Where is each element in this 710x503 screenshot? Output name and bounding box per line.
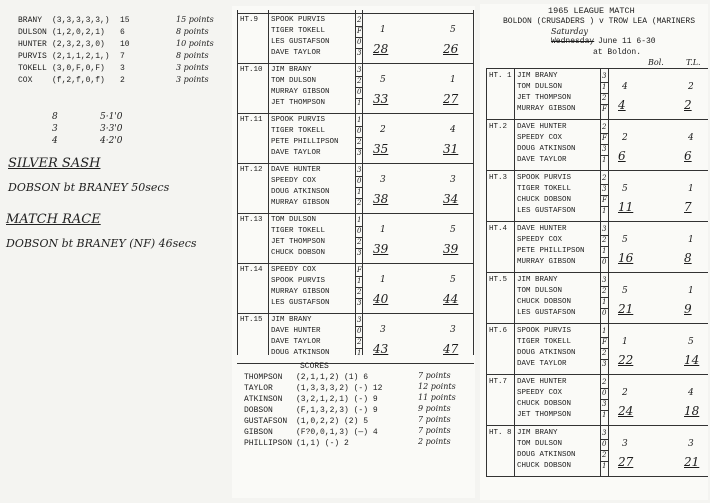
right-rider-position: 1 [602, 156, 607, 164]
right-rider-position: 3 [602, 145, 607, 153]
mid-rider-name: SPOOK PURVIS [271, 116, 326, 124]
mid-running-total-home: 38 [373, 192, 389, 206]
right-running-total-away: 7 [684, 200, 692, 214]
right-running-total-away: 8 [684, 251, 692, 265]
mid-running-total-home: 33 [373, 92, 389, 106]
mid-rider-name: LES GUSTAFSON [271, 38, 330, 46]
right-rider-name: SPOOK PURVIS [517, 327, 572, 335]
right-heat-points-home: 2 [622, 133, 628, 143]
mid-rider-name: JIM BRANY [271, 66, 312, 74]
right-rider-name: JET THOMPSON [517, 94, 572, 102]
summary-rider: BRANY [18, 16, 43, 25]
right-heat-top-rule [486, 425, 708, 426]
mid-rider-name: DOUG ATKINSON [271, 188, 330, 196]
right-heat-label: HT.7 [489, 378, 508, 386]
right-rider-position: 2 [602, 94, 607, 102]
right-rider-position: 2 [602, 378, 607, 386]
score-rider: GIBSON [244, 428, 273, 437]
mid-heat-label: HT.15 [240, 316, 263, 324]
mid-rider-position: 3 [357, 166, 362, 174]
right-heat-label: HT.6 [489, 327, 508, 335]
mid-running-total-away: 27 [443, 92, 459, 106]
right-rider-name: LES GUSTAFSON [517, 207, 576, 215]
mid-rider-position: 2 [357, 138, 362, 146]
right-rider-position: 0 [602, 389, 607, 397]
right-rider-name: TIGER TOKELL [517, 185, 572, 193]
col-home-header: Bol. [648, 58, 664, 67]
right-running-total-home: 6 [618, 149, 626, 163]
summary-total: 6 [120, 28, 125, 37]
mid-col-rule [268, 10, 269, 355]
mid-col-rule [362, 10, 363, 355]
summary-scores: (1,2,0,2,1) [52, 28, 105, 37]
summary-total: 15 [120, 16, 130, 25]
mid-rider-name: DAVE HUNTER [271, 166, 321, 174]
scores-title: SCORES [300, 362, 329, 371]
mid-rider-position: 3 [357, 149, 362, 157]
right-rider-name: SPEEDY COX [517, 134, 563, 142]
mid-rider-position: 3 [357, 299, 362, 307]
match-title: 1965 LEAGUE MATCH [548, 6, 635, 16]
silver-sash-title: SILVER SASH [8, 156, 101, 171]
mid-rider-position: 3 [357, 66, 362, 74]
right-heat-label: HT. 1 [489, 72, 512, 80]
right-rider-name: MURRAY GIBSON [517, 258, 576, 266]
right-heat-label: HT.2 [489, 123, 508, 131]
right-rider-name: TOM DULSON [517, 83, 563, 91]
mid-heat-points-home: 5 [380, 75, 386, 85]
right-rider-name: SPEEDY COX [517, 389, 563, 397]
right-heat-top-rule [486, 323, 708, 324]
summary-scores: (2,1,1,2,1,) [52, 52, 110, 61]
right-heat-points-away: 4 [688, 388, 694, 398]
mid-rider-position: 3 [357, 249, 362, 257]
mid-rider-name: MURRAY GIBSON [271, 88, 330, 96]
mid-rider-name: LES GUSTAFSON [271, 299, 330, 307]
right-rider-name: JIM BRANY [517, 276, 558, 284]
right-rider-name: PETE PHILLIPSON [517, 247, 585, 255]
mid-rider-name: SPEEDY COX [271, 266, 317, 274]
right-running-total-home: 24 [618, 404, 634, 418]
right-rider-position: 3 [602, 360, 607, 368]
right-rider-position: F [602, 338, 607, 346]
mid-running-total-away: 26 [443, 42, 459, 56]
mid-rider-name: JET THOMPSON [271, 99, 326, 107]
mid-rider-name: MURRAY GIBSON [271, 199, 330, 207]
right-rider-name: JIM BRANY [517, 429, 558, 437]
right-rider-name: CHUCK DOBSON [517, 462, 572, 470]
right-running-total-away: 14 [684, 353, 700, 367]
mid-heat-top-rule [237, 113, 474, 114]
right-rider-position: 3 [602, 72, 607, 80]
right-rider-name: DOUG ATKINSON [517, 451, 576, 459]
mid-rider-position: 1 [357, 216, 362, 224]
score-rider: THOMPSON [244, 373, 283, 382]
right-rider-position: 3 [602, 225, 607, 233]
right-running-total-home: 27 [618, 455, 634, 469]
right-rider-position: 3 [602, 400, 607, 408]
right-heat-label: HT.3 [489, 174, 508, 182]
mid-heat-label: HT.10 [240, 66, 263, 74]
mid-rider-position: 3 [357, 49, 362, 57]
score-detail: (3,2,1,2,1) (-) 9 [296, 395, 378, 404]
mid-rider-position: 3 [357, 316, 362, 324]
right-rider-position: 1 [602, 462, 607, 470]
right-heat-top-rule [486, 374, 708, 375]
right-rider-name: DOUG ATKINSON [517, 349, 576, 357]
right-heat-points-away: 1 [688, 235, 694, 245]
mid-rider-name: PETE PHILLIPSON [271, 138, 339, 146]
score-rider: GUSTAFSON [244, 417, 288, 426]
summary-note: 3 points [176, 75, 209, 84]
right-running-total-away: 2 [684, 98, 692, 112]
summary-scores: (f,2,f,0,f) [52, 76, 105, 85]
mid-heat-label: HT.9 [240, 16, 259, 24]
score-note: 9 points [418, 404, 451, 413]
right-heat-points-home: 2 [622, 388, 628, 398]
right-running-total-home: 21 [618, 302, 634, 316]
right-rider-name: MURRAY GIBSON [517, 105, 576, 113]
summary-scores: (3,3,3,3,3,) [52, 16, 110, 25]
summary-scores: (2,3,2,3,0) [52, 40, 105, 49]
right-rider-position: 3 [602, 276, 607, 284]
match-race-result: DOBSON bt BRANEY (NF) 46secs [6, 237, 197, 250]
mid-heat-top-rule [237, 13, 474, 14]
score-note: 11 points [418, 393, 456, 402]
right-rider-position: 1 [602, 411, 607, 419]
right-heat-top-rule [486, 68, 708, 69]
mid-col-rule [355, 10, 356, 355]
score-detail: (F,1,3,2,3) (-) 9 [296, 406, 378, 415]
right-rider-name: JET THOMPSON [517, 411, 572, 419]
mid-heat-points-away: 1 [450, 75, 456, 85]
right-rider-position: 1 [602, 247, 607, 255]
mid-heat-points-away: 3 [450, 325, 456, 335]
score-rider: ATKINSON [244, 395, 283, 404]
right-rider-position: 2 [602, 236, 607, 244]
right-bottom-rule [486, 476, 708, 477]
right-heat-points-away: 3 [688, 439, 694, 449]
summary-total: 7 [120, 52, 125, 61]
right-rider-name: CHUCK DOBSON [517, 196, 572, 204]
score-detail: (1,1) (-) 2 [296, 439, 349, 448]
right-heat-top-rule [486, 119, 708, 120]
mid-running-total-home: 35 [373, 142, 389, 156]
right-heat-points-away: 5 [688, 337, 694, 347]
mid-rider-name: SPOOK PURVIS [271, 16, 326, 24]
score-note: 2 points [418, 437, 451, 446]
venue: at Boldon. [593, 48, 642, 57]
mid-heat-points-away: 5 [450, 275, 456, 285]
mid-rider-position: 0 [357, 127, 362, 135]
score-rider: DOBSON [244, 406, 273, 415]
summary-rider: HUNTER [18, 40, 47, 49]
mid-running-total-home: 43 [373, 342, 389, 356]
right-heat-points-away: 1 [688, 184, 694, 194]
date-struck: Wednesday [551, 37, 595, 46]
mid-right-edge [473, 10, 474, 355]
right-rider-name: SPEEDY COX [517, 236, 563, 244]
right-heat-label: HT.4 [489, 225, 508, 233]
right-running-total-home: 16 [618, 251, 634, 265]
mid-heat-label: HT.12 [240, 166, 263, 174]
right-rider-name: DAVE TAYLOR [517, 360, 567, 368]
mid-rider-name: TOM DULSON [271, 216, 317, 224]
right-running-total-away: 9 [684, 302, 692, 316]
mid-heat-top-rule [237, 213, 474, 214]
mid-running-total-away: 47 [443, 342, 459, 356]
mid-rider-name: CHUCK DOBSON [271, 249, 326, 257]
mid-rider-name: TIGER TOKELL [271, 127, 326, 135]
mid-running-total-home: 28 [373, 42, 389, 56]
right-rider-name: SPOOK PURVIS [517, 174, 572, 182]
right-running-total-away: 18 [684, 404, 700, 418]
mid-rider-name: TIGER TOKELL [271, 27, 326, 35]
mid-heat-points-home: 3 [380, 175, 386, 185]
match-race-title: MATCH RACE [6, 212, 101, 227]
mid-rider-position: 2 [357, 338, 362, 346]
calc-right: 4·2'0 [100, 136, 123, 146]
right-rider-position: 1 [602, 207, 607, 215]
right-rider-name: TIGER TOKELL [517, 338, 572, 346]
right-rider-position: 2 [602, 287, 607, 295]
mid-rider-position: 2 [357, 288, 362, 296]
right-heat-points-away: 1 [688, 286, 694, 296]
date-inserted: Saturday [551, 27, 588, 36]
right-rider-position: 2 [602, 451, 607, 459]
summary-rider: COX [18, 76, 33, 85]
score-detail: (1,3,3,3,2) (-) 12 [296, 384, 383, 393]
right-running-total-away: 6 [684, 149, 692, 163]
right-rider-name: DAVE TAYLOR [517, 156, 567, 164]
mid-rider-name: DAVE TAYLOR [271, 149, 321, 157]
mid-heat-points-home: 1 [380, 225, 386, 235]
score-rider: PHILLIPSON [244, 439, 293, 448]
right-running-total-home: 22 [618, 353, 634, 367]
col-away-header: T.L. [686, 58, 701, 67]
mid-heat-points-home: 2 [380, 125, 386, 135]
right-rider-name: TOM DULSON [517, 287, 563, 295]
mid-heat-points-away: 4 [450, 125, 456, 135]
mid-heat-top-rule [237, 63, 474, 64]
right-heat-points-away: 2 [688, 82, 694, 92]
mid-rider-name: DAVE HUNTER [271, 327, 321, 335]
summary-rider: TOKELL [18, 64, 47, 73]
score-detail: (1,0,2,2) (2) 5 [296, 417, 369, 426]
right-heat-points-home: 3 [622, 439, 628, 449]
mid-rider-name: DAVE TAYLOR [271, 49, 321, 57]
right-heat-points-home: 5 [622, 286, 628, 296]
right-rider-position: F [602, 105, 607, 113]
mid-heat-top-rule [237, 313, 474, 314]
right-heat-top-rule [486, 170, 708, 171]
right-running-total-home: 4 [618, 98, 626, 112]
summary-scores: (3,0,F,0,F) [52, 64, 105, 73]
right-heat-label: HT. 8 [489, 429, 512, 437]
calc-left: 3 [52, 124, 58, 134]
mid-rider-position: 0 [357, 177, 362, 185]
right-heat-points-home: 4 [622, 82, 628, 92]
mid-rider-position: 2 [357, 199, 362, 207]
score-note: 7 points [418, 371, 451, 380]
mid-rider-position: 1 [357, 188, 362, 196]
summary-note: 3 points [176, 63, 209, 72]
mid-bottom-rule [237, 363, 474, 364]
summary-total: 3 [120, 64, 125, 73]
summary-total: 10 [120, 40, 130, 49]
right-rider-position: F [602, 134, 607, 142]
calc-left: 8 [52, 112, 58, 122]
summary-total: 2 [120, 76, 125, 85]
right-rider-position: 0 [602, 258, 607, 266]
right-rider-name: DAVE HUNTER [517, 378, 567, 386]
calc-right: 3·3'0 [100, 124, 123, 134]
score-detail: (F?0,0,1,3) (—) 4 [296, 428, 378, 437]
mid-heat-points-away: 3 [450, 175, 456, 185]
right-heat-points-home: 5 [622, 184, 628, 194]
right-rider-position: 3 [602, 429, 607, 437]
date-rest: June 11 6-30 [598, 37, 656, 46]
right-rider-position: 0 [602, 309, 607, 317]
mid-rider-name: SPOOK PURVIS [271, 277, 326, 285]
right-heat-points-home: 1 [622, 337, 628, 347]
score-detail: (2,1,1,2) (1) 6 [296, 373, 369, 382]
mid-rider-name: MURRAY GIBSON [271, 288, 330, 296]
right-rider-name: DAVE HUNTER [517, 225, 567, 233]
right-running-total-away: 21 [684, 455, 700, 469]
mid-left-edge [237, 10, 238, 355]
right-heat-points-home: 5 [622, 235, 628, 245]
right-running-total-home: 11 [618, 200, 634, 214]
right-rider-position: 0 [602, 440, 607, 448]
mid-running-total-away: 34 [443, 192, 459, 206]
mid-heat-points-away: 5 [450, 25, 456, 35]
right-rider-position: 2 [602, 174, 607, 182]
mid-rider-name: JET THOMPSON [271, 238, 326, 246]
mid-heat-label: HT.11 [240, 116, 263, 124]
right-rider-position: 2 [602, 123, 607, 131]
mid-running-total-away: 31 [443, 142, 459, 156]
match-teams: BOLDON (CRUSADERS ) v TROW LEA (MARINERS [503, 17, 696, 26]
right-rider-position: 1 [602, 298, 607, 306]
mid-heat-top-rule [237, 263, 474, 264]
mid-running-total-away: 39 [443, 242, 459, 256]
mid-heat-top-rule [237, 163, 474, 164]
summary-rider: PURVIS [18, 52, 47, 61]
calc-left: 4 [52, 136, 58, 146]
right-rider-position: 1 [602, 83, 607, 91]
mid-rider-name: SPEEDY COX [271, 177, 317, 185]
mid-rider-position: 1 [357, 277, 362, 285]
mid-rider-name: TIGER TOKELL [271, 227, 326, 235]
right-rider-name: DAVE HUNTER [517, 123, 567, 131]
mid-rider-position: 0 [357, 327, 362, 335]
mid-rider-position: 1 [357, 116, 362, 124]
mid-running-total-home: 39 [373, 242, 389, 256]
mid-rider-name: DOUG ATKINSON [271, 349, 330, 357]
right-heat-top-rule [486, 272, 708, 273]
right-rider-position: 1 [602, 327, 607, 335]
summary-note: 15 points [176, 15, 214, 24]
mid-running-total-home: 40 [373, 292, 389, 306]
mid-running-total-away: 44 [443, 292, 459, 306]
mid-rider-position: 0 [357, 88, 362, 96]
calc-right: 5·1'0 [100, 112, 123, 122]
mid-rider-position: 0 [357, 38, 362, 46]
summary-note: 8 points [176, 51, 209, 60]
summary-note: 8 points [176, 27, 209, 36]
right-rider-position: 3 [602, 185, 607, 193]
score-note: 12 points [418, 382, 456, 391]
mid-rider-name: JIM BRANY [271, 316, 312, 324]
summary-rider: DULSON [18, 28, 47, 37]
mid-heat-points-away: 5 [450, 225, 456, 235]
right-heat-points-away: 4 [688, 133, 694, 143]
right-heat-top-rule [486, 221, 708, 222]
mid-heat-points-home: 3 [380, 325, 386, 335]
mid-heat-label: HT.13 [240, 216, 263, 224]
score-note: 7 points [418, 426, 451, 435]
mid-heat-points-home: 1 [380, 25, 386, 35]
mid-rider-position: F [357, 266, 362, 274]
mid-rider-position: 2 [357, 238, 362, 246]
right-rider-name: CHUCK DOBSON [517, 298, 572, 306]
mid-rider-position: 2 [357, 77, 362, 85]
mid-rider-name: DAVE TAYLOR [271, 338, 321, 346]
score-note: 7 points [418, 415, 451, 424]
mid-rider-position: F [357, 27, 362, 35]
right-rider-name: DOUG ATKINSON [517, 145, 576, 153]
right-rider-position: F [602, 196, 607, 204]
right-rider-name: JIM BRANY [517, 72, 558, 80]
right-rider-name: LES GUSTAFSON [517, 309, 576, 317]
mid-rider-position: 1 [357, 99, 362, 107]
right-rider-position: 2 [602, 349, 607, 357]
silver-sash-result: DOBSON bt BRANEY 50secs [8, 181, 170, 194]
mid-rider-position: 1 [357, 349, 362, 357]
summary-note: 10 points [176, 39, 214, 48]
mid-heat-points-home: 1 [380, 275, 386, 285]
mid-rider-name: TOM DULSON [271, 77, 317, 85]
score-rider: TAYLOR [244, 384, 273, 393]
mid-rider-position: 2 [357, 16, 362, 24]
right-rider-name: CHUCK DOBSON [517, 400, 572, 408]
mid-heat-label: HT.14 [240, 266, 263, 274]
right-rider-name: TOM DULSON [517, 440, 563, 448]
right-heat-label: HT.5 [489, 276, 508, 284]
mid-rider-position: 0 [357, 227, 362, 235]
